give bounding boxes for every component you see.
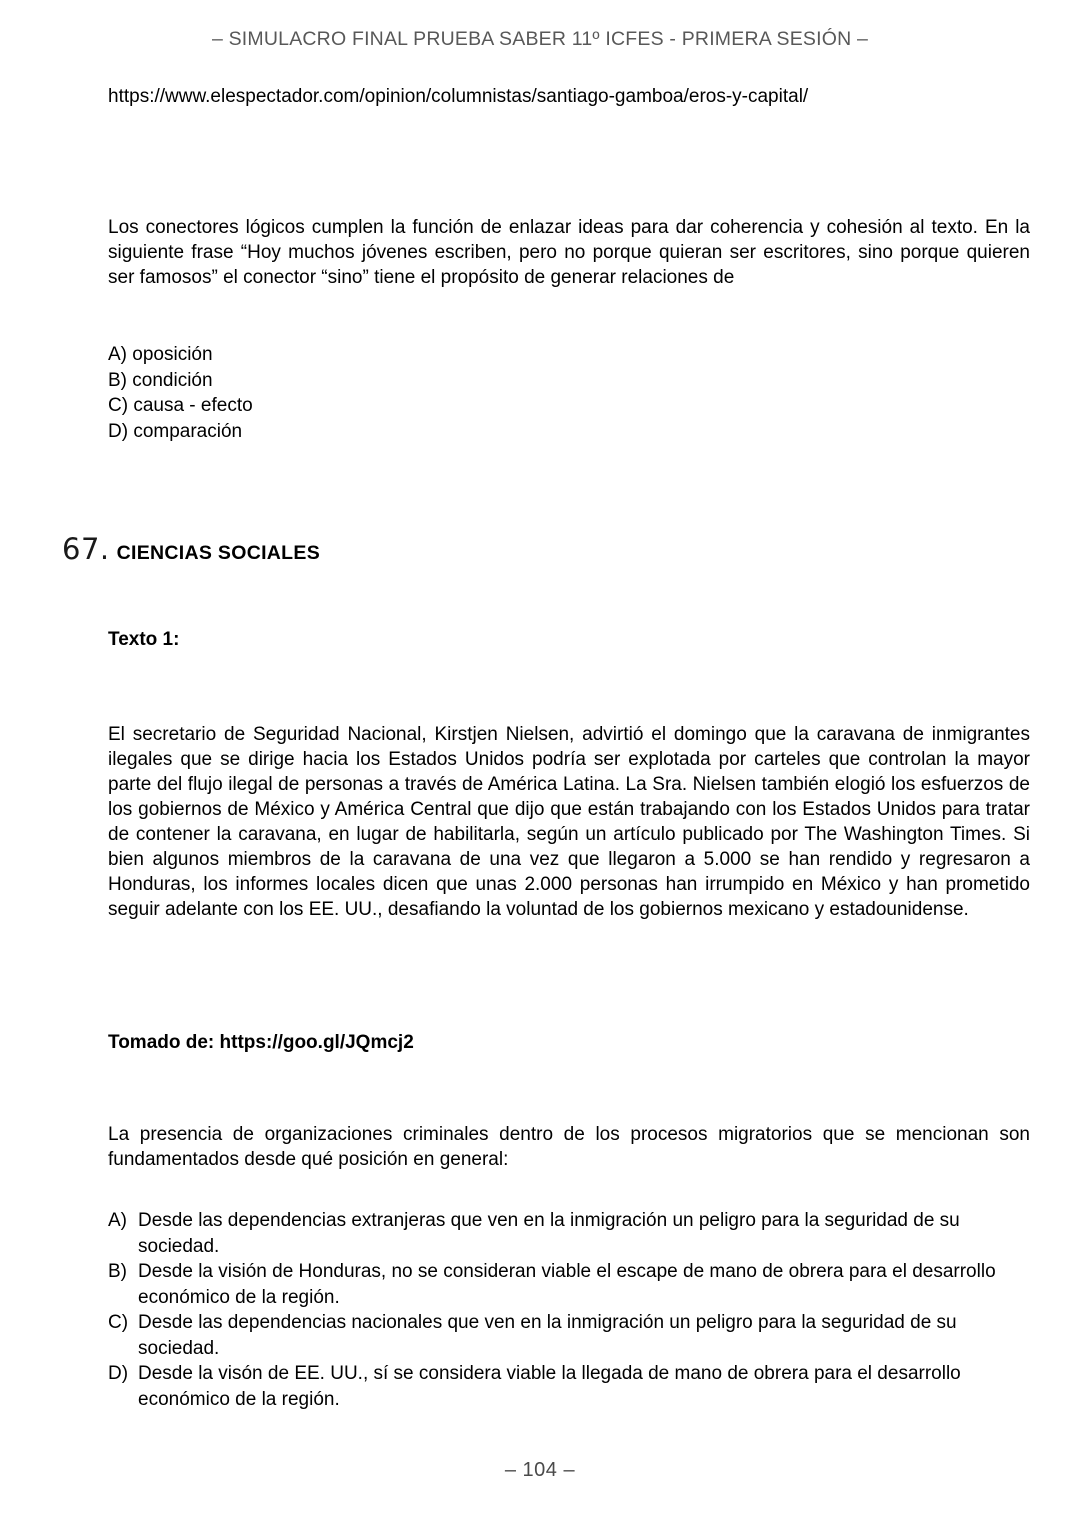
option-d[interactable]: D) comparación	[108, 420, 243, 442]
option-d-letter: D)	[108, 1363, 129, 1384]
option-a-text: Desde las dependencias extranjeras que ven en la inmigración un peligro para la seguridad de su sociedad.	[138, 1210, 960, 1257]
option-a-letter: A)	[108, 1210, 127, 1231]
option-d-text: Desde la visón de EE. UU., sí se considera viable la llegada de mano de obrera para el desarrollo económico de la región.	[138, 1363, 961, 1410]
option-b-text: Desde la visión de Honduras, no se consideran viable el escape de mano de obrera para el desarrollo económico de la región.	[138, 1261, 996, 1308]
question-2-options	[108, 1208, 1030, 1412]
texto-1-label: Texto 1:	[108, 629, 180, 650]
question-1-stem: Los conectores lógicos cumplen la función de enlazar ideas para dar coherencia y cohesión al texto. En la siguiente frase “Hoy muchos jóvenes escriben, pero no porque quieran ser escritores, sino porque quieren ser famosos” el conector “sino” tiene el propósito de generar relaciones de	[108, 217, 1030, 288]
question-2-stem: La presencia de organizaciones criminales dentro de los procesos migratorios que se mencionan son fundamentados desde qué posición en general:	[108, 1124, 1030, 1170]
texto-1-attribution: Tomado de: https://goo.gl/JQmcj2	[108, 1032, 414, 1053]
option-c-text: Desde las dependencias nacionales que ven en la inmigración un peligro para la seguridad de su sociedad.	[138, 1312, 957, 1359]
option-c[interactable]: C) causa - efecto	[108, 395, 253, 416]
option-a[interactable]: A) oposición	[108, 344, 213, 365]
running-header: – SIMULACRO FINAL PRUEBA SABER 11º ICFES - PRIMERA SESIÓN –	[211, 28, 869, 50]
option-b[interactable]	[108, 1259, 1030, 1310]
option-c[interactable]	[108, 1310, 1030, 1361]
section-heading	[62, 532, 320, 566]
question-1-options	[108, 342, 1030, 444]
page-footer: – 104 –	[504, 1459, 576, 1481]
section-title: CIENCIAS SOCIALES	[116, 542, 321, 564]
option-d[interactable]	[108, 1361, 1030, 1412]
option-a[interactable]	[108, 1208, 1030, 1259]
source-url-text: https://www.elespectador.com/opinion/columnistas/santiago-gamboa/eros-y-capital/	[108, 86, 809, 107]
option-c-letter: C)	[108, 1312, 129, 1333]
page-content	[108, 0, 1030, 444]
option-b-letter: B)	[108, 1261, 127, 1282]
option-b[interactable]: B) condición	[108, 369, 213, 391]
section-number: 67.	[62, 532, 110, 566]
texto-1-body: El secretario de Seguridad Nacional, Kirstjen Nielsen, advirtió el domingo que la caravana de inmigrantes ilegales que se dirige hacia los Estados Unidos podría ser explotada por carteles que controlan la mayor parte del flujo ilegal de personas a través de América Latina. La Sra. Nielsen también elogió los esfuerzos de los gobiernos de México y América Central que dijo que están trabajando con los Estados Unidos para tratar de contener la caravana, en lugar de habilitarla, según un artículo publicado por The Washington Times. Si bien algunos miembros de la caravana de una vez que llegaron a 5.000 se han rendido y regresaron a Honduras, los informes locales dicen que unas 2.000 personas han irrumpido en México y han prometido seguir adelante con los EE. UU., desafiando la voluntad de los gobiernos mexicano y estadounidense.	[108, 724, 1030, 920]
